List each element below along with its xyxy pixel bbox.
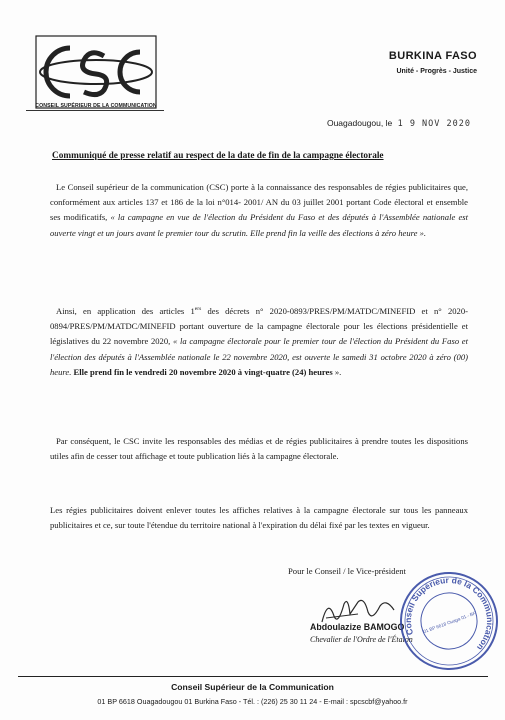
- signature-intro: Pour le Conseil / le Vice-président: [288, 566, 406, 576]
- logo-caption: CONSEIL SUPÉRIEUR DE LA COMMUNICATION: [35, 103, 157, 109]
- paragraph-2-quote: « la campagne électorale pour le premier tour de l'élection du Président du Faso et l'élection des députés à l'Assemblée nationale le 22 novembre 2020, est ouverte le samedi 31 octobre 2020 à zéro (00) heure.: [50, 336, 469, 377]
- paragraph-2-text-a: Ainsi, en application des articles 1: [56, 306, 195, 316]
- signatory-name: Abdoulazize BAMOGO: [310, 622, 405, 632]
- date-stamp: 1 9 NOV 2020: [397, 119, 471, 129]
- paragraph-1-quote: « la campagne en vue de l'élection du Président du Faso et des députés à l'Assemblée nationale est ouverte vingt et un jours avant le premier tour du scrutin. Elle prend fin la veille des élections à zéro heure ».: [50, 212, 468, 238]
- date-line: [327, 118, 471, 129]
- paragraph-2-bold: Elle prend fin le vendredi 20 novembre 2020 à vingt-quatre (24) heures: [73, 366, 333, 377]
- paragraph-2-end: ».: [332, 366, 342, 377]
- paragraph-1-text: Le Conseil supérieur de la communication (CSC) porte à la connaissance des responsables de régies publicitaires que, conformément aux articles 137 et 186 de la loi n°014- 2001/ AN du 03 juillet 2001 portant Code électoral et ensemble ses modificatifs,: [50, 182, 468, 223]
- paragraph-4-text: Les régies publicitaires doivent enlever toutes les affiches relatives à la campagne électorale sur tous les panneaux publicitaires et ce, sur toute l'étendue du territoire national à l'expiration du délai fixé par les textes en vigueur.: [50, 505, 468, 531]
- paragraph-2-superscript: ers: [194, 306, 202, 313]
- footer-contact: 01 BP 6618 Ouagadougou 01 Burkina Faso - Tél. : (226) 25 30 11 24 - E-mail : spcscbf@yahoo.fr: [97, 697, 408, 706]
- footer-organization: Conseil Supérieur de la Communication: [171, 682, 334, 692]
- signatory-title: Chevalier de l'Ordre de l'Étalon: [310, 635, 413, 644]
- stamp-center-text: 01 BP 6618 Ouaga 01 - BF: [422, 610, 477, 635]
- date-prefix: Ouagadougou, le: [326, 118, 393, 128]
- logo-underline: [26, 110, 164, 111]
- official-stamp-icon: [396, 568, 502, 674]
- csc-logo-icon: [34, 34, 158, 110]
- paragraph-2-text-b: des décrets n° 2020-0893/PRES/PM/MATDC/MINEFID et n° 2020- 0894/PRES/PM/MATDC/MINEFID portant ouverture de la campagne électorale pour les élections présidentielle et législatives du 22 novembre 2020,: [50, 306, 468, 347]
- paragraph-3: [50, 434, 468, 464]
- country-block: [389, 50, 477, 75]
- country-motto: Unité - Progrès - Justice: [396, 68, 477, 75]
- footer-divider: [18, 676, 488, 677]
- paragraph-4: [50, 503, 468, 533]
- country-name: BURKINA FASO: [388, 50, 477, 62]
- paragraph-2: [50, 304, 468, 380]
- document-title: Communiqué de presse relatif au respect de la date de fin de la campagne électorale: [52, 151, 384, 161]
- paragraph-1: [50, 180, 468, 241]
- stamp-ring-text: Conseil Supérieur de la Communication: [402, 574, 496, 653]
- paragraph-3-text: Par conséquent, le CSC invite les responsables des médias et de régies publicitaires à prendre toutes les dispositions utiles afin de cesser tout affichage et toute publication liés à la campagne électorale.: [50, 436, 468, 462]
